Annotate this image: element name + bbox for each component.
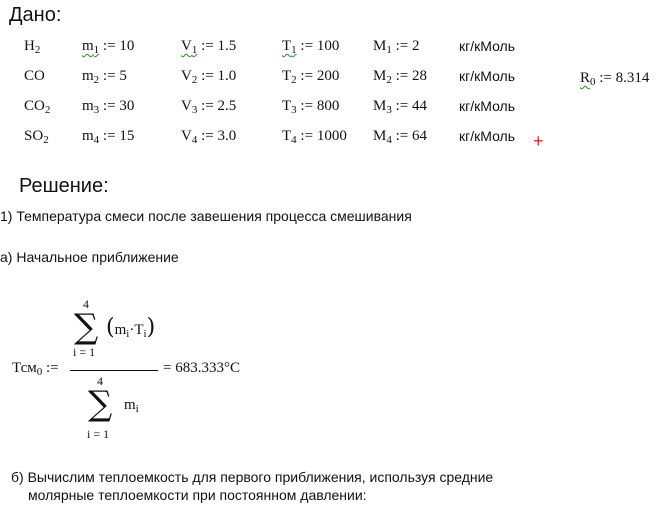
mm2-assignment[interactable]: $M_2$ := 28 bbox=[373, 68, 427, 86]
v1-assignment[interactable]: $V_1$ := 1.5 bbox=[181, 38, 237, 56]
insert-cursor-plus-icon[interactable]: + bbox=[533, 131, 544, 151]
v4-assignment[interactable]: $V_4$ := 3.0 bbox=[181, 128, 237, 146]
molar-mass-unit: кг/кМоль bbox=[459, 128, 516, 144]
t4-assignment[interactable]: $T_4$ := 1000 bbox=[282, 128, 347, 146]
step-b-line-2: молярные теплоемкости при постоянном давлении: bbox=[28, 487, 367, 503]
m4-assignment[interactable]: $m_4$ := 15 bbox=[82, 128, 135, 146]
m1-assignment[interactable]: $m_1$ := 10 bbox=[82, 38, 135, 56]
gas-label-h2: $H_2$ bbox=[24, 38, 41, 56]
v2-assignment[interactable]: $V_2$ := 1.0 bbox=[181, 68, 237, 86]
fraction-line bbox=[70, 370, 158, 371]
gas-label-co: CO bbox=[24, 68, 45, 84]
numerator-sum-upper: 4 bbox=[83, 297, 89, 311]
gas-label-so2: $SO_2$ bbox=[24, 128, 49, 146]
t1-assignment[interactable]: $T_1$ := 100 bbox=[282, 38, 340, 56]
step-a-text: а) Начальное приближение bbox=[0, 249, 179, 265]
denominator-sum-upper: 4 bbox=[97, 374, 103, 388]
r0-assignment[interactable]: $R_0$ := 8.314 bbox=[580, 70, 650, 88]
step-b-line-1: б) Вычислим теплоемкость для первого приближения, используя средние bbox=[11, 469, 494, 485]
m3-assignment[interactable]: $m_3$ := 30 bbox=[82, 98, 135, 116]
mm4-assignment[interactable]: $M_4$ := 64 bbox=[373, 128, 427, 146]
formula-lhs[interactable]: Тсм$_0$ := bbox=[12, 360, 59, 378]
molar-mass-unit: кг/кМоль bbox=[459, 68, 516, 84]
mm3-assignment[interactable]: $M_3$ := 44 bbox=[373, 98, 427, 116]
m2-assignment[interactable]: $m_2$ := 5 bbox=[82, 68, 127, 86]
numerator-term: $(m_i\cdot T_i)$ bbox=[106, 315, 156, 340]
molar-mass-unit: кг/кМоль bbox=[459, 98, 516, 114]
mm1-assignment[interactable]: $M_1$ := 2 bbox=[373, 38, 420, 56]
v3-assignment[interactable]: $V_3$ := 2.5 bbox=[181, 98, 237, 116]
given-heading: Дано: bbox=[9, 4, 62, 26]
numerator-sigma-icon: ∑ bbox=[74, 307, 99, 347]
molar-mass-unit: кг/кМоль bbox=[459, 38, 516, 54]
t2-assignment[interactable]: $T_2$ := 200 bbox=[282, 68, 340, 86]
denominator-term: $m_i$ bbox=[124, 397, 139, 415]
step-1-text: 1) Температура смеси после завешения процесса смешивания bbox=[0, 208, 412, 224]
t3-assignment[interactable]: $T_3$ := 800 bbox=[282, 98, 340, 116]
denominator-sum-lower: i = 1 bbox=[87, 427, 110, 441]
solution-heading: Решение: bbox=[19, 175, 109, 197]
denominator-sigma-icon: ∑ bbox=[88, 384, 113, 424]
formula-result[interactable]: = 683.333°C bbox=[163, 360, 240, 376]
numerator-sum-lower: i = 1 bbox=[73, 345, 96, 359]
gas-label-co2: $CO_2$ bbox=[24, 98, 51, 116]
